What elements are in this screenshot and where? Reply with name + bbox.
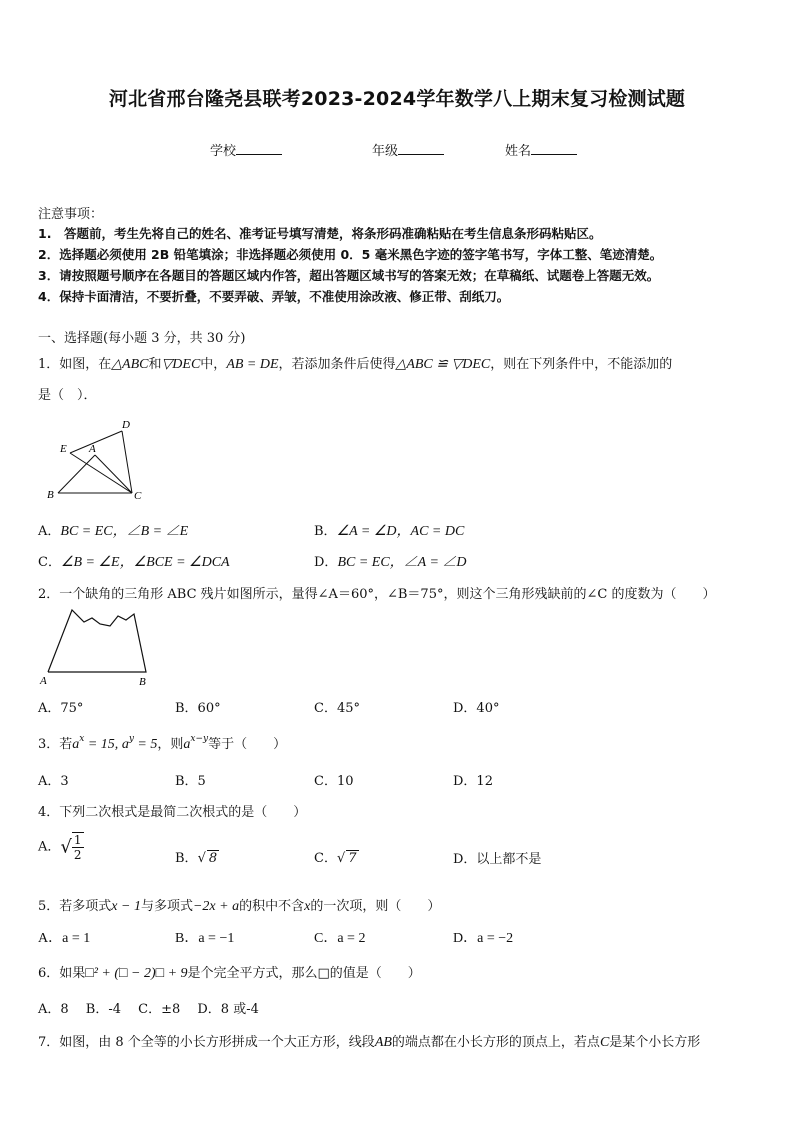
q3-option-a[interactable]: A．3 <box>38 774 69 789</box>
question-6-stem: 6．如果□² + (□ − 2)□ + 9是个完全平方式，那么□的值是（ ） <box>38 966 421 981</box>
school-field <box>210 140 282 159</box>
q1-option-d[interactable]: D．BC = EC，∠A = ∠D <box>314 555 467 570</box>
q5-option-d[interactable]: D．a = −2 <box>453 931 514 946</box>
q4-option-d[interactable]: D．以上都不是 <box>453 852 542 867</box>
q2-option-a[interactable]: A．75° <box>38 701 84 716</box>
section-heading: 一、选择题(每小题 3 分，共 30 分) <box>38 331 246 346</box>
notes-heading: 注意事项： <box>38 207 104 222</box>
label-e: E <box>60 443 67 455</box>
question-3-stem: 3．若$a^x = 15$, $a^y = 5$，则$a^{x-y}$等于（ ） <box>38 734 287 752</box>
q5-option-b[interactable]: B．a = −1 <box>175 931 235 946</box>
q2-option-c[interactable]: C．45° <box>314 701 360 716</box>
q2-option-d[interactable]: D．40° <box>453 701 500 716</box>
label-b: B <box>47 489 54 501</box>
question-7-stem: 7．如图，由 8 个全等的小长方形拼成一个大正方形，线段AB的端点都在小长方形的顶点上，若点C是某个小长方形 <box>38 1035 701 1050</box>
q3-option-d[interactable]: D．12 <box>453 774 493 789</box>
question-1-stem: 1．如图，在△ABC和▽DEC中，AB = DE，若添加条件后使得△ABC ≌ ▽DEC，则在下列条件中，不能添加的 <box>38 357 673 372</box>
note-3: 3．请按照题号顺序在各题目的答题区域内作答，超出答题区域书写的答案无效；在草稿纸、试题卷上答题无效。 <box>38 268 660 283</box>
fraction: $\frac{1}{2}$ <box>73 833 82 862</box>
question-2-stem: 2．一个缺角的三角形 ABC 残片如图所示，量得∠A＝60°，∠B＝75°，则这个三角形残缺前的∠C 的度数为（ ） <box>38 587 716 602</box>
name-field <box>505 140 577 159</box>
q3-option-c[interactable]: C．10 <box>314 774 354 789</box>
q1-option-c[interactable]: C．∠B = ∠E，∠BCE = ∠DCA <box>38 555 230 570</box>
grade-blank[interactable] <box>398 142 444 155</box>
grade-label: 年级 <box>372 144 399 159</box>
q1-option-b[interactable]: B．∠A = ∠D，AC = DC <box>314 524 465 539</box>
label-a: A <box>89 443 96 455</box>
school-blank[interactable] <box>236 142 282 155</box>
question-1-figure <box>40 415 150 505</box>
note-1: 1. 答题前，考生先将自己的姓名、准考证号填写清楚，将条形码准确粘贴在考生信息条形码粘贴区。 <box>38 226 602 241</box>
q4-option-a[interactable]: A．√ $\frac{1}{2}$ <box>38 833 82 862</box>
page-title: 河北省邢台隆尧县联考2023-2024学年数学八上期末复习检测试题 <box>108 88 686 110</box>
q4-option-b[interactable]: B．√ 8 <box>175 851 218 866</box>
q2-option-b[interactable]: B．60° <box>175 701 221 716</box>
q4-option-c[interactable]: C．√ 7 <box>314 851 357 866</box>
school-label: 学校 <box>210 144 237 159</box>
question-4-stem: 4．下列二次根式是最简二次根式的是（ ） <box>38 805 307 820</box>
q5-option-a[interactable]: A．a = 1 <box>38 931 91 946</box>
question-2-figure <box>38 604 154 688</box>
label-c: C <box>134 490 142 502</box>
question-5-stem: 5．若多项式x − 1与多项式−2x + a的积中不含x的一次项，则（ ） <box>38 899 441 914</box>
name-blank[interactable] <box>531 142 577 155</box>
q1-option-a[interactable]: A．BC = EC，∠B = ∠E <box>38 524 189 539</box>
label-a: A <box>40 675 47 687</box>
q5-option-c[interactable]: C．a = 2 <box>314 931 366 946</box>
q6-options[interactable]: A．8 B．-4 C．±8 D．8 或-4 <box>38 1002 259 1017</box>
label-b: B <box>139 676 146 688</box>
q3-option-b[interactable]: B．5 <box>175 774 206 789</box>
question-1-stem-line2: 是（ ）． <box>38 388 97 403</box>
note-4: 4．保持卡面清洁，不要折叠，不要弄破、弄皱，不准使用涂改液、修正带、刮纸刀。 <box>38 289 510 304</box>
name-label: 姓名 <box>505 144 532 159</box>
note-2: 2．选择题必须使用 2B 铅笔填涂；非选择题必须使用 0．5 毫米黑色字迹的签字笔书写，字体工整、笔迹清楚。 <box>38 247 663 262</box>
label-d: D <box>122 419 130 431</box>
grade-field <box>372 140 444 159</box>
